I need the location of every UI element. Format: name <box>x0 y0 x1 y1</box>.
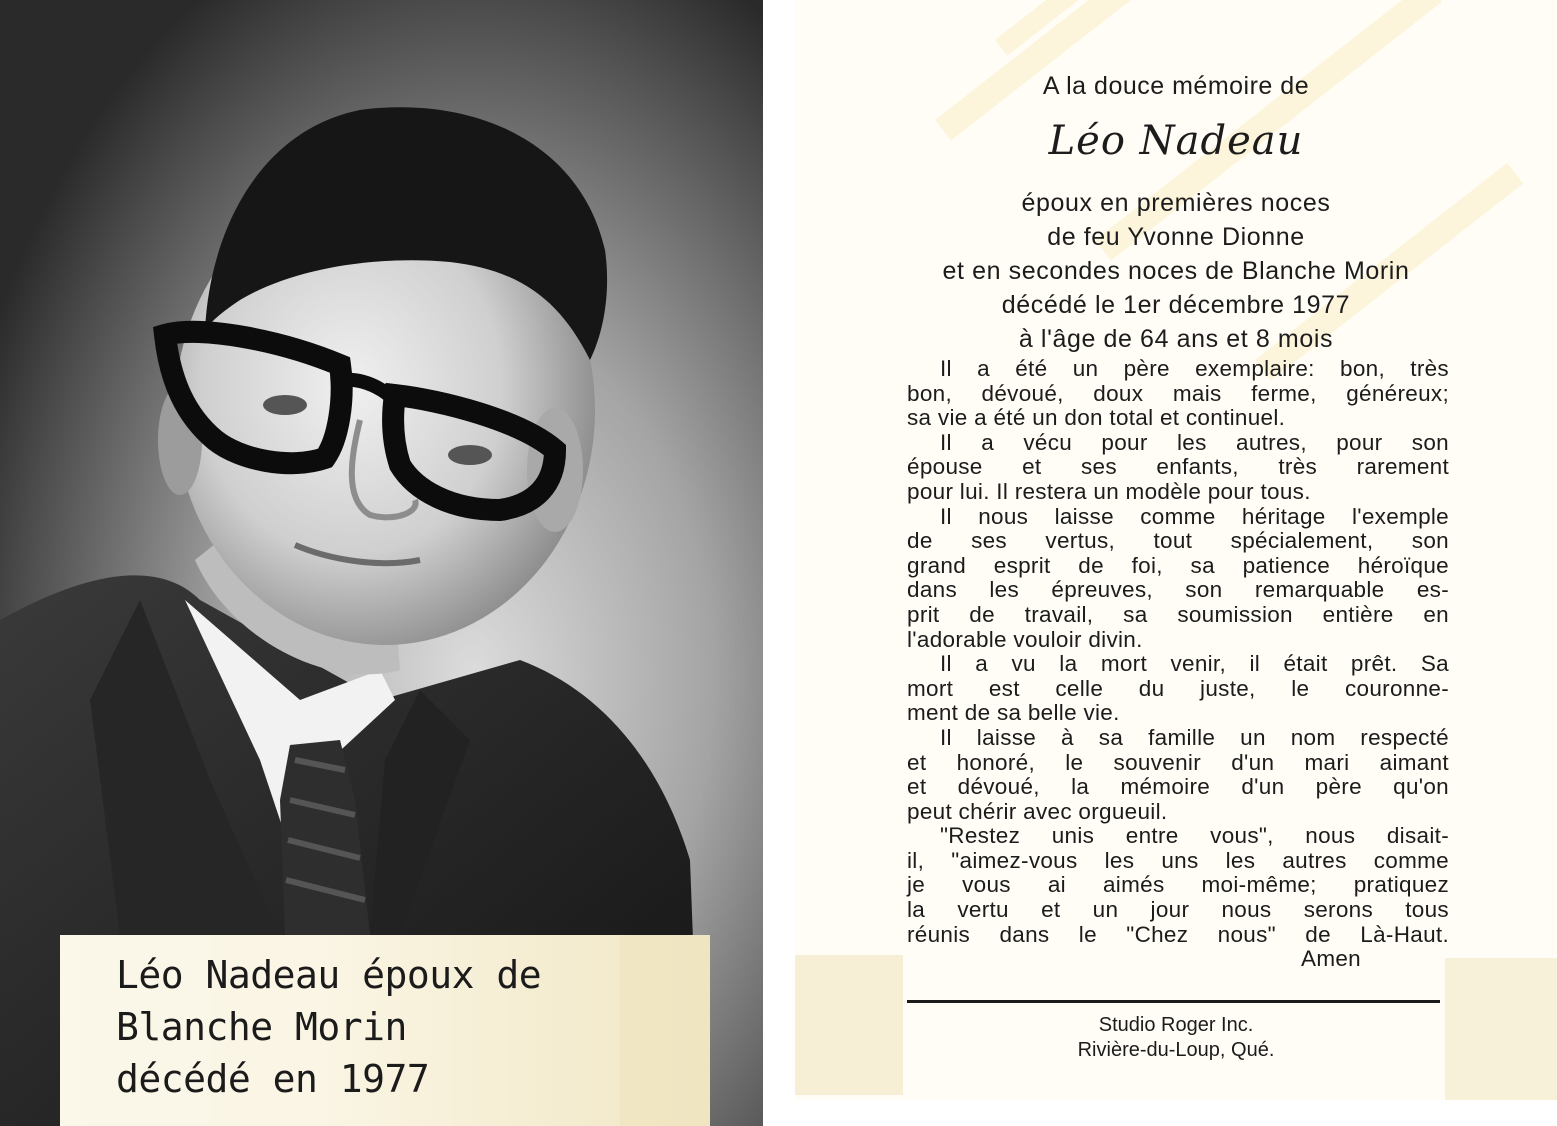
card-bottom-edge <box>795 1100 1557 1126</box>
body-line: Il laisse à sa famille un nom respecté <box>940 724 1449 750</box>
divider-rule <box>907 1000 1440 1003</box>
heading-line: époux en premières noces <box>1021 189 1331 217</box>
studio-location: Rivière-du-Loup, Qué. <box>1077 1039 1275 1061</box>
card-gap <box>763 0 795 1126</box>
caption-line: Léo Nadeau époux de <box>116 953 542 997</box>
body-line: prit de travail, sa soumission entière en <box>907 601 1449 627</box>
body-line: Il a vu la mort venir, il était prêt. Sa <box>940 651 1449 677</box>
heading-line: à l'âge de 64 ans et 8 mois <box>1018 325 1334 353</box>
body-line: épouse et ses enfants, très rarement <box>907 454 1449 480</box>
body-line: réunis dans le "Chez nous" de Là-Haut. <box>907 921 1449 947</box>
memorial-heading <box>795 72 1557 356</box>
memorial-text-card <box>795 0 1557 1126</box>
body-line: de ses vertus, tout spécialement, son <box>907 528 1449 554</box>
body-line: l'adorable vouloir divin. <box>907 626 1143 652</box>
body-line: "Restez unis entre vous", nous disait- <box>940 823 1449 849</box>
body-line: mort est celle du juste, le couronne- <box>907 675 1449 701</box>
body-line: Il a vécu pour les autres, pour son <box>940 429 1449 455</box>
body-line: peut chérir avec orgueuil. <box>907 798 1168 824</box>
typed-caption-label <box>60 935 710 1126</box>
heading-line: et en secondes noces de Blanche Morin <box>942 257 1410 285</box>
memorial-body-text <box>907 357 1449 972</box>
heading-line: décédé le 1er décembre 1977 <box>1001 291 1351 319</box>
body-line: je vous ai aimés moi-même; pratiquez <box>907 872 1449 898</box>
deceased-name: Léo Nadeau <box>1048 118 1304 164</box>
body-line: il, "aimez-vous les uns les autres comme <box>907 847 1449 873</box>
studio-name: Studio Roger Inc. <box>1098 1014 1254 1036</box>
studio-imprint <box>795 1013 1557 1063</box>
body-line: la vertu et un jour nous serons tous <box>907 897 1449 923</box>
intro-line: A la douce mémoire de <box>1042 72 1310 100</box>
body-line: Il nous laisse comme héritage l'exemple <box>940 503 1449 529</box>
body-line: bon, dévoué, doux mais ferme, généreux; <box>907 380 1449 406</box>
body-line: et honoré, le souvenir d'un mari aimant <box>907 749 1449 775</box>
heading-line: de feu Yvonne Dionne <box>1047 223 1305 251</box>
body-line: pour lui. Il restera un modèle pour tous. <box>907 478 1311 504</box>
body-line: Il a été un père exemplaire: bon, très <box>940 356 1449 381</box>
body-line: dans les épreuves, son remarquable es- <box>907 577 1449 603</box>
caption-line: décédé en 1977 <box>116 1057 430 1101</box>
body-line: et dévoué, la mémoire d'un père qu'on <box>907 774 1449 800</box>
body-line: sa vie a été un don total et continuel. <box>907 405 1286 431</box>
closing-amen: Amen <box>1301 946 1361 972</box>
caption-line: Blanche Morin <box>116 1005 407 1049</box>
typed-caption <box>116 949 696 1105</box>
body-line: grand esprit de foi, sa patience héroïque <box>907 552 1449 578</box>
body-line: ment de sa belle vie. <box>907 700 1120 726</box>
portrait-photo-card <box>0 0 763 1126</box>
